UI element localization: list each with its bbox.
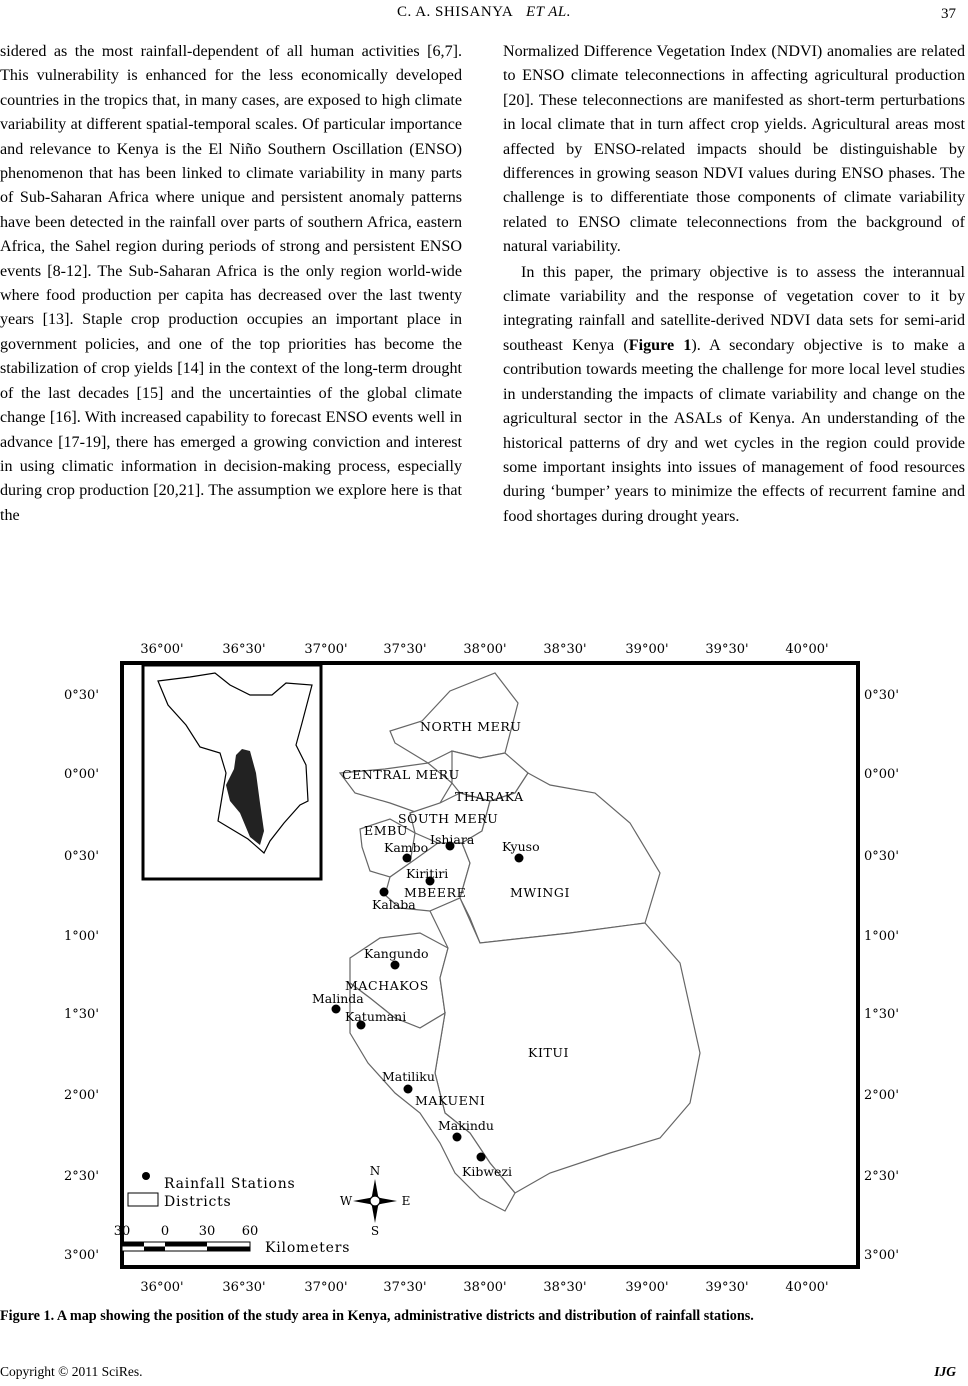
lon-label: 37°30': [383, 1280, 427, 1295]
lon-label: 40°00': [785, 1280, 829, 1295]
station-label: Kambo: [384, 840, 429, 855]
lon-label: 39°30': [705, 642, 749, 657]
scale-tick: 30: [113, 1224, 131, 1239]
district-boundaries: [340, 673, 700, 1211]
legend-stations-label: Rainfall Stations: [164, 1176, 296, 1192]
district-label: MACHAKOS: [345, 978, 429, 993]
scale-bar: [114, 1224, 350, 1256]
lon-label: 38°00': [463, 642, 507, 657]
lon-label: 38°30': [543, 1280, 587, 1295]
district-label: CENTRAL MERU: [342, 767, 460, 782]
page-number: 37: [941, 6, 956, 22]
para2-text-after: ). A secondary objective is to make a contribution towards meeting the challenge for more local level studies in understanding the impacts of climate variability and change on the agricultural sector in the ASALs of Kenya. An understanding of the historical patterns of dry and wet cycles in the region could provide some important insights into issues of management of food resources during ‘bumper’ years to minimize the effects of recurrent famine and food shortages during drought years.: [503, 336, 965, 525]
figure-caption: Figure 1. A map showing the position of the study area in Kenya, administrative districts and distribution of rainfall stations.: [0, 1308, 754, 1324]
scale-bar-segment: [122, 1242, 144, 1247]
station-legend-icon: [142, 1172, 150, 1180]
compass-center: [370, 1196, 380, 1206]
lat-label: 3°00': [64, 1248, 99, 1263]
page-header: [0, 2, 968, 24]
lon-label: 37°00': [304, 642, 348, 657]
lat-label: 2°00': [864, 1088, 899, 1103]
district-label: NORTH MERU: [420, 719, 522, 734]
latitude-labels-left: [64, 688, 99, 1263]
compass-w: W: [339, 1194, 353, 1208]
station-label: Katumani: [345, 1009, 407, 1024]
compass-n: N: [369, 1164, 381, 1178]
right-paragraph-2: [503, 261, 965, 529]
district-label: MWINGI: [510, 885, 571, 900]
lat-label: 2°30': [864, 1169, 899, 1184]
station-label: Kyuso: [502, 839, 540, 854]
lon-label: 39°00': [625, 642, 669, 657]
north-arrow: [340, 1164, 411, 1238]
longitude-labels-bottom: [140, 1280, 828, 1295]
compass-s: S: [370, 1224, 380, 1238]
lat-label: 2°00': [64, 1088, 99, 1103]
station-label: Kiritiri: [406, 866, 449, 881]
scale-unit: Kilometers: [265, 1240, 351, 1256]
lon-label: 38°00': [463, 1280, 507, 1295]
right-paragraph-1: Normalized Difference Vegetation Index (NDVI) anomalies are related to ENSO climate teleconnections in affecting agricultural production [20]. These teleconnections are manifested as short-term perturbations in local climate that in turn affect crop yields. Agricultural areas most affected by ENSO-related impacts should be distinguishable by differences in growing season NDVI values during ENSO phases. The challenge is to differentiate those components of climate variability related to ENSO climate teleconnections from the background of natural variability.: [503, 43, 965, 256]
scale-tick: 0: [160, 1224, 170, 1239]
lon-label: 36°30': [222, 642, 266, 657]
scale-bar-segment: [144, 1247, 165, 1252]
running-title: [0, 4, 968, 21]
district-legend-icon: [128, 1193, 158, 1206]
scale-bar-segment: [207, 1247, 250, 1252]
header-et-al: ET AL.: [525, 4, 571, 20]
district-label: EMBU: [364, 823, 409, 838]
lat-label: 1°00': [864, 929, 899, 944]
study-area-map: [50, 633, 920, 1298]
left-paragraph: sidered as the most rainfall-dependent of all human activities [6,7]. This vulnerability is enhanced for the less economically developed countries in the tropics that, in many cases, are exposed to high climate variability at different spatial-temporal scales. Of particular importance and relevance to Kenya is the El Niño Southern Oscillation (ENSO) phenomenon that has been linked to climate variability in many parts of Sub-Saharan Africa where unique and persistent anomaly patterns have been detected in the rainfall over parts of southern Africa, eastern Africa, the Sahel region during periods of strong and persistent ENSO events [8-12]. The Sub-Saharan Africa is the only region world-wide where food production per capita has decreased over the last twenty years [13]. Staple crop production occupies an important place in government policies, and one of the top priorities has become the stabilization of crop yields [14] in the context of the long-term drought of the last decades [15] and the uncertainties of the global climate change [16]. With increased capability to forecast ENSO events well in advance [17-19], there has emerged a growing conviction and interest in using climatic information in decision-making process, especially during crop production [20,21]. The assumption we explore here is that the: [0, 43, 462, 524]
lat-label: 2°30': [64, 1169, 99, 1184]
footer-copyright: Copyright © 2011 SciRes.: [0, 1364, 143, 1379]
station-label: Makindu: [438, 1118, 494, 1133]
compass-e: E: [401, 1194, 411, 1208]
scale-tick: 60: [241, 1224, 259, 1239]
lat-label: 0°30': [64, 849, 99, 864]
lat-label: 0°00': [64, 767, 99, 782]
station-label: Kibwezi: [462, 1164, 513, 1179]
left-column: [0, 40, 462, 528]
station-label: Ishiara: [430, 832, 475, 847]
lat-label: 1°00': [64, 929, 99, 944]
lon-label: 38°30': [543, 642, 587, 657]
latitude-labels-right: [864, 688, 899, 1263]
lat-label: 0°30': [864, 849, 899, 864]
scale-bar-segment: [165, 1242, 207, 1247]
district-label: KITUI: [528, 1045, 570, 1060]
lon-label: 36°00': [140, 1280, 184, 1295]
district-label: MAKUENI: [415, 1093, 486, 1108]
district-label: THARAKA: [455, 789, 524, 804]
station-label: Malinda: [312, 991, 364, 1006]
lat-label: 1°30': [64, 1007, 99, 1022]
para2-text-before: In this paper, the primary objective is to assess the interannual climate variability and the response of vegetation cover to it by integrating rainfall and satellite-derived NDVI data sets for semi-arid southeast Kenya (: [503, 263, 965, 354]
lat-label: 1°30': [864, 1007, 899, 1022]
lon-label: 36°00': [140, 642, 184, 657]
lat-label: 3°00': [864, 1248, 899, 1263]
district-label: SOUTH MERU: [398, 811, 499, 826]
lon-label: 39°00': [625, 1280, 669, 1295]
map-legend: [128, 1172, 296, 1210]
header-authors: C. A. SHISANYA: [397, 4, 514, 20]
lat-label: 0°30': [864, 688, 899, 703]
right-column: [503, 40, 965, 529]
legend-districts-label: Districts: [164, 1194, 232, 1210]
station-label: Kangundo: [364, 946, 429, 961]
lon-label: 37°00': [304, 1280, 348, 1295]
figure-reference[interactable]: Figure 1: [628, 336, 692, 354]
lon-label: 37°30': [383, 642, 427, 657]
station-label: Matiliku: [382, 1069, 435, 1084]
footer-journal: IJG: [934, 1364, 956, 1379]
district-north-meru: [390, 673, 518, 763]
station-label: Kalaba: [372, 897, 416, 912]
district-label: MBEERE: [404, 885, 467, 900]
lon-label: 36°30': [222, 1280, 266, 1295]
lon-label: 40°00': [785, 642, 829, 657]
longitude-labels-top: [140, 642, 828, 657]
lat-label: 0°30': [64, 688, 99, 703]
page-footer: [0, 1364, 968, 1380]
scale-tick: 30: [198, 1224, 216, 1239]
lat-label: 0°00': [864, 767, 899, 782]
lon-label: 39°30': [705, 1280, 749, 1295]
